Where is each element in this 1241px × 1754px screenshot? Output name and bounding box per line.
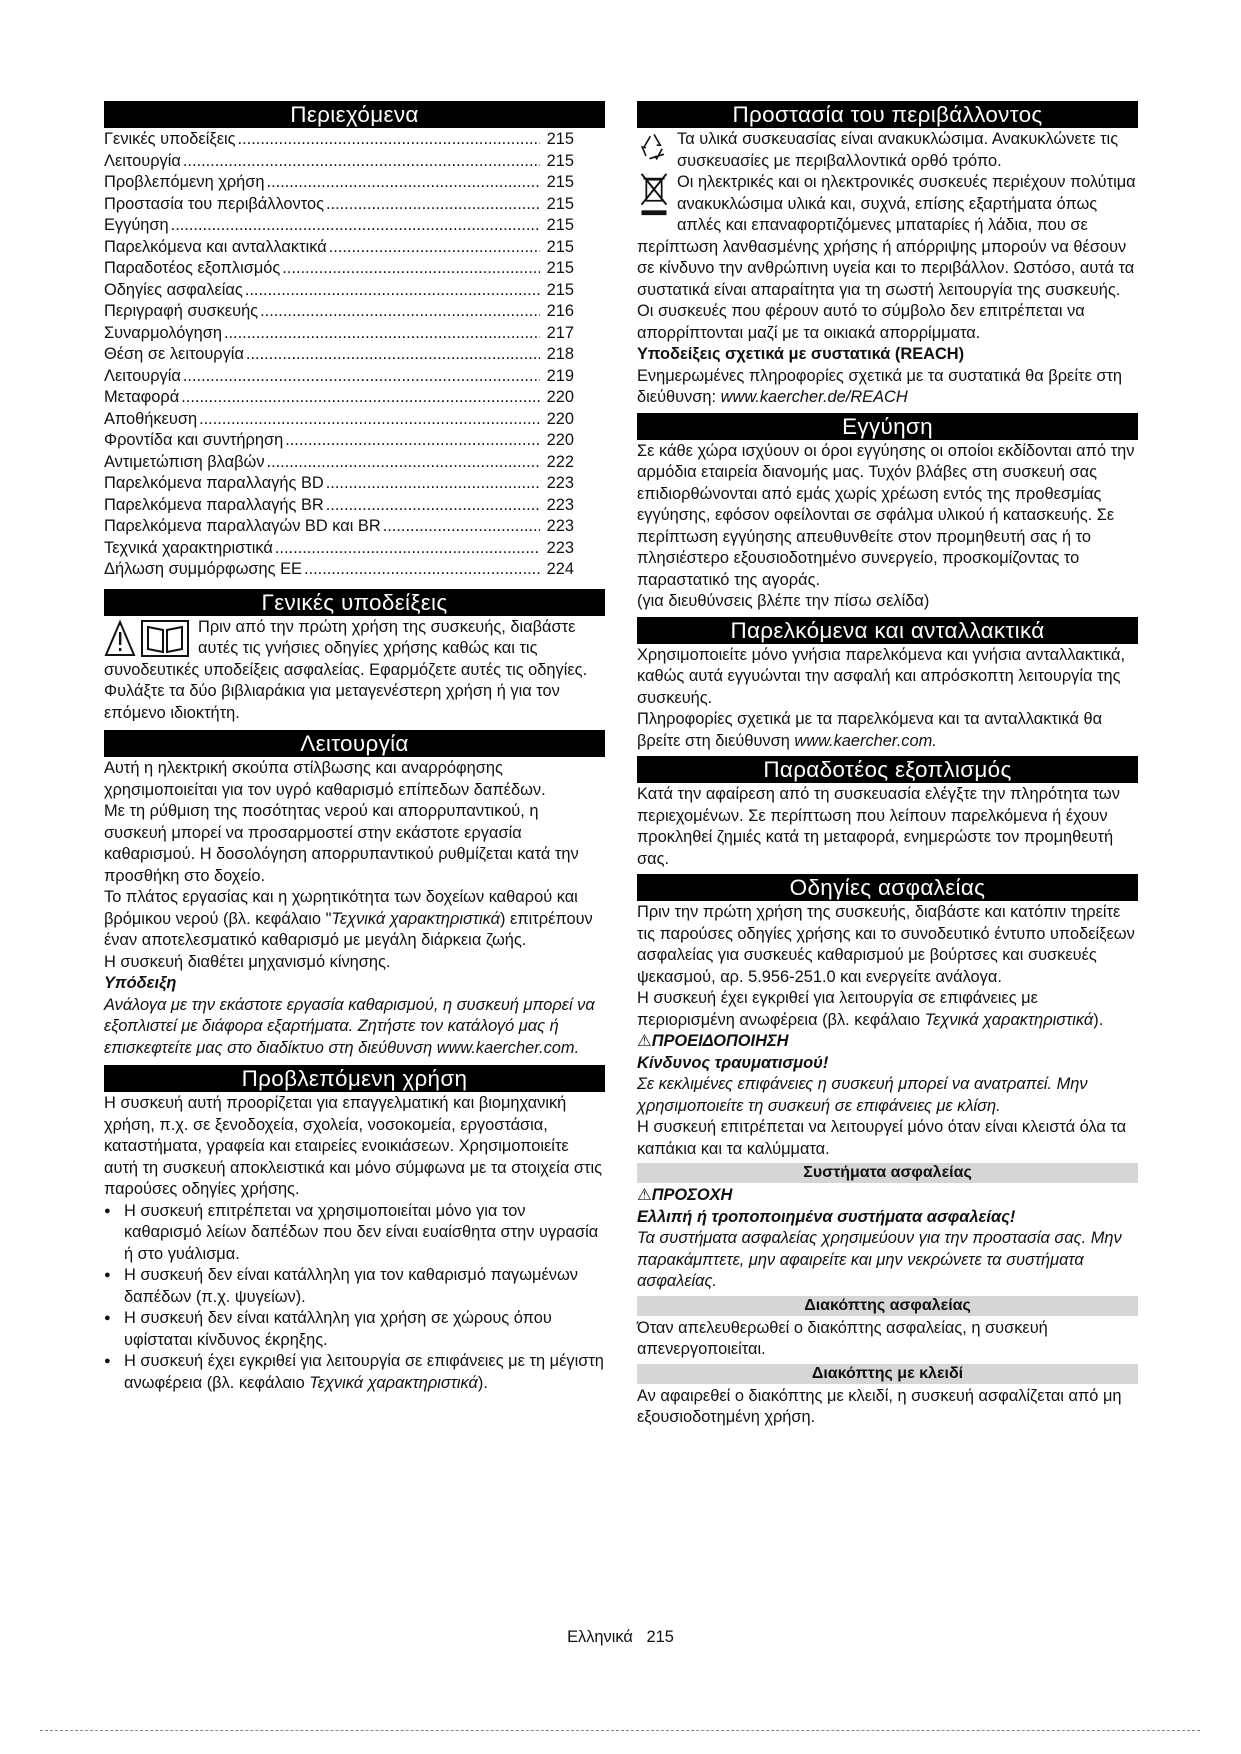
toc-item[interactable] bbox=[104, 430, 574, 452]
safety-systems-heading: Συστήματα ασφαλείας bbox=[637, 1163, 1138, 1183]
toc-item-page: 216 bbox=[546, 302, 574, 320]
scope-text: Κατά την αφαίρεση από τη συσκευασία ελέγξτε την πληρότητα των περιεχομένων. Σε περίπτωση που λείπουν παρελκόμενα ή έχουν προκληθεί ζημιές κατά τη μεταφορά, ενημερώστε τον προμηθευτή σας. bbox=[637, 785, 1120, 868]
warranty-text-2: (για διευθύνσεις βλέπε την πίσω σελίδα) bbox=[637, 592, 930, 610]
toc-leader bbox=[285, 430, 540, 452]
accessories-heading: Παρελκόμενα και ανταλλακτικά bbox=[637, 617, 1138, 644]
toc-leader bbox=[183, 366, 540, 388]
kaercher-link[interactable]: www.kaercher.com. bbox=[794, 731, 937, 750]
toc-item[interactable] bbox=[104, 194, 574, 216]
left-column bbox=[104, 101, 605, 1394]
toc-item-title: Τεχνικά χαρακτηριστικά bbox=[104, 538, 273, 557]
warranty-text-1: Σε κάθε χώρα ισχύουν οι όροι εγγύησης οι οποίοι εκδίδονται από την αρμόδια εταιρεία διανομής μας. Τυχόν βλάβες στη συσκευή σας επιδιορθώνονται από εμάς χωρίς χρέωση εντός της προθεσμίας εγγύησης, εφόσον οφείλονται σε σφάλμα υλικού ή κατασκευής. Σε περίπτωση εγγύησης απευθυνθείτε στον προμηθευτή σας ή το πλησιέστερο εξουσιοδοτημένο συνεργείο, προσκομίζοντας το παραστατικό της αγοράς. bbox=[637, 441, 1135, 589]
toc-item[interactable] bbox=[104, 129, 574, 151]
toc-leader bbox=[304, 559, 540, 581]
toc-item[interactable] bbox=[104, 323, 574, 345]
key-switch-heading: Διακόπτης με κλειδί bbox=[637, 1364, 1138, 1384]
toc-leader bbox=[282, 258, 540, 280]
accessories-text-2: Πληροφορίες σχετικά με τα παρελκόμενα και τα ανταλλακτικά θα βρείτε στη διεύθυνση www.kaercher.com. bbox=[637, 710, 1103, 750]
general-text-2: Φυλάξτε τα δύο βιβλιαράκια για μεταγενέστερη χρήση ή για τον επόμενο ιδιοκτήτη. bbox=[104, 682, 560, 722]
table-of-contents bbox=[104, 129, 574, 581]
toc-item-title: Λειτουργία bbox=[104, 151, 181, 170]
function-heading: Λειτουργία bbox=[104, 730, 605, 757]
toc-item-page: 220 bbox=[546, 409, 574, 428]
toc-item-title: Δήλωση συμμόρφωσης ΕΕ bbox=[104, 560, 302, 578]
toc-item-page: 215 bbox=[546, 280, 574, 299]
general-heading: Γενικές υποδείξεις bbox=[104, 589, 605, 616]
toc-leader bbox=[245, 280, 540, 302]
toc-item[interactable] bbox=[104, 495, 574, 517]
safety-text-1: Πριν την πρώτη χρήση της συσκευής, διαβάστε και κατόπιν τηρείτε τις παρούσες οδηγίες χρήσης και το συνοδευτικό έντυπο υποδείξεων ασφαλείας για συσκευές καθαρισμού με βούρτσες και συσκευές ψεκασμού, αρ. 5.956-251.0 και ενεργείτε ανάλογα. bbox=[637, 903, 1135, 986]
scope-heading: Παραδοτέος εξοπλισμός bbox=[637, 756, 1138, 783]
function-text-4: Η συσκευή διαθέτει μηχανισμό κίνησης. bbox=[104, 952, 391, 971]
toc-item[interactable] bbox=[104, 387, 574, 409]
toc-item-page: 219 bbox=[546, 366, 574, 385]
toc-item[interactable] bbox=[104, 237, 574, 259]
toc-item-title: Αντιμετώπιση βλαβών bbox=[104, 452, 265, 471]
warning-title: Κίνδυνος τραυματισμού! bbox=[637, 1053, 829, 1072]
reach-title: Υποδείξεις σχετικά με συστατικά (REACH) bbox=[637, 345, 965, 363]
reach-link[interactable]: www.kaercher.de/REACH bbox=[720, 388, 908, 406]
recycling-icon bbox=[637, 129, 671, 165]
toc-leader bbox=[326, 473, 540, 495]
warranty-heading: Εγγύηση bbox=[637, 413, 1138, 440]
toc-item[interactable] bbox=[104, 538, 574, 560]
list-item: ● Η συσκευή δεν είναι κατάλληλη για χρήση σε χώρους όπου υφίσταται κίνδυνος έκρηξης. bbox=[104, 1308, 605, 1351]
warning-label: ⚠ΠΡΟΕΙΔΟΠΟΙΗΣΗ bbox=[637, 1032, 789, 1050]
toc-item-title: Μεταφορά bbox=[104, 388, 180, 406]
safety-text-3: Η συσκευή επιτρέπεται να λειτουργεί μόνο όταν είναι κλειστά όλα τα καπάκια και τα καλύμματα. bbox=[637, 1118, 1127, 1158]
tech-data-ref: Τεχνικά χαρακτηριστικά bbox=[331, 909, 501, 928]
environment-text-2: Οι ηλεκτρικές και οι ηλεκτρονικές συσκευές περιέχουν πολύτιμα ανακυκλώσιμα υλικά και, συχνά, επίσης εξαρτήματα όπως απλές και επαναφορτιζόμενες μπαταρίες ή λάδια, που σε περίπτωση λανθασμένης χρήσης ή απόρριψης μπορούν να θέσουν σε κίνδυνο την ανθρώπινη υγεία και το περιβάλλον. Ωστόσο, αυτά τα συστατικά είναι απαραίτητα για τη σωστή λειτουργία της συσκευής. Οι συσκευές που φέρουν αυτό το σύμβολο δεν επιτρέπεται να απορρίπτονται μαζί με τα οικιακά απορρίμματα. bbox=[637, 173, 1136, 342]
function-text-3: Το πλάτος εργασίας και η χωρητικότητα των δοχείων καθαρού και βρόμικου νερού (βλ. κεφάλαιο "Τεχνικά χαρακτηριστικά) επιτρέπουν έναν αποτελεσματικό καθαρισμό με μεγάλη διάρκεια ζωής. bbox=[104, 888, 593, 949]
toc-item-title: Συναρμολόγηση bbox=[104, 323, 222, 342]
toc-leader bbox=[267, 172, 540, 194]
caution-title: Ελλιπή ή τροποποιημένα συστήματα ασφαλείας! bbox=[637, 1207, 1016, 1226]
toc-heading: Περιεχόμενα bbox=[104, 101, 605, 128]
toc-item-page: 218 bbox=[546, 345, 574, 363]
toc-item-title: Παραδοτέος εξοπλισμός bbox=[104, 259, 281, 277]
function-text-2: Με τη ρύθμιση της ποσότητας νερού και απορρυπαντικού, η συσκευή μπορεί να προσαρμοστεί στην εκάστοτε εργασία καθαρισμού. Η δοσολόγηση απορρυπαντικού ρυθμίζεται κατά την προσθήκη στο δοχείο. bbox=[104, 802, 579, 885]
toc-item-page: 215 bbox=[546, 151, 574, 170]
caution-label: ⚠ΠΡΟΣΟΧΗ bbox=[637, 1186, 733, 1204]
footer-language: Ελληνικά bbox=[567, 1628, 633, 1646]
toc-item[interactable] bbox=[104, 280, 574, 302]
toc-item-title: Περιγραφή συσκευής bbox=[104, 302, 259, 320]
toc-item[interactable] bbox=[104, 366, 574, 388]
toc-item-title: Παρελκόμενα παραλλαγής BD bbox=[104, 474, 324, 492]
warning-manual-icon bbox=[104, 619, 192, 659]
toc-item-page: 223 bbox=[546, 538, 574, 557]
warning-text: Σε κεκλιμένες επιφάνειες η συσκευή μπορεί να ανατραπεί. Μην χρησιμοποιείτε τη συσκευή σε επιφάνειες με κλίση. bbox=[637, 1075, 1088, 1115]
page-number: 215 bbox=[646, 1628, 674, 1646]
crossed-bin-icon bbox=[637, 172, 671, 218]
safety-switch-heading: Διακόπτης ασφαλείας bbox=[637, 1296, 1138, 1316]
toc-item[interactable] bbox=[104, 301, 574, 323]
toc-item[interactable] bbox=[104, 172, 574, 194]
environment-heading: Προστασία του περιβάλλοντος bbox=[637, 101, 1138, 128]
toc-item[interactable] bbox=[104, 452, 574, 474]
toc-item-title: Φροντίδα και συντήρηση bbox=[104, 431, 284, 449]
toc-item-title: Λειτουργία bbox=[104, 366, 181, 385]
toc-leader bbox=[199, 409, 540, 431]
toc-leader bbox=[224, 323, 540, 345]
list-item: ● Η συσκευή επιτρέπεται να χρησιμοποιείται μόνο για τον καθαρισμό λείων δαπέδων που δεν είναι ευαίσθητα στην υγρασία ή στο γυάλισμα. bbox=[104, 1201, 605, 1266]
safety-heading: Οδηγίες ασφαλείας bbox=[637, 874, 1138, 901]
toc-item[interactable] bbox=[104, 559, 574, 581]
toc-item-page: 215 bbox=[546, 194, 574, 213]
toc-item-page: 215 bbox=[546, 216, 574, 234]
toc-item-title: Οδηγίες ασφαλείας bbox=[104, 280, 243, 299]
toc-item-title: Προστασία του περιβάλλοντος bbox=[104, 194, 324, 213]
toc-item[interactable] bbox=[104, 516, 574, 538]
list-item: ● Η συσκευή δεν είναι κατάλληλη για τον καθαρισμό παγωμένων δαπέδων (π.χ. ψυγείων). bbox=[104, 1265, 605, 1308]
toc-leader bbox=[171, 215, 540, 237]
note-title: Υπόδειξη bbox=[104, 974, 177, 992]
right-column bbox=[637, 101, 1138, 1429]
toc-item-title: Γενικές υποδείξεις bbox=[104, 130, 236, 148]
toc-item-page: 217 bbox=[546, 323, 574, 342]
toc-leader bbox=[383, 516, 540, 538]
accessories-text-1: Χρησιμοποιείτε μόνο γνήσια παρελκόμενα και γνήσια ανταλλακτικά, καθώς αυτά εγγυώνται την ασφαλή και απρόσκοπτη λειτουργία της συσκευής. bbox=[637, 645, 1126, 707]
toc-leader bbox=[181, 387, 540, 409]
function-text-1: Αυτή η ηλεκτρική σκούπα στίλβωσης και αναρρόφησης χρησιμοποιείται για τον υγρό καθαρισμό επίπεδων δαπέδων. bbox=[104, 759, 546, 799]
toc-item-page: 224 bbox=[546, 560, 574, 578]
toc-item-title: Παρελκόμενα και ανταλλακτικά bbox=[104, 237, 327, 256]
toc-item[interactable] bbox=[104, 258, 574, 280]
toc-item-page: 220 bbox=[546, 431, 574, 449]
toc-item-title: Παρελκόμενα παραλλαγής BR bbox=[104, 495, 324, 514]
toc-item-title: Παρελκόμενα παραλλαγών BD και BR bbox=[104, 517, 381, 535]
intended-use-heading: Προβλεπόμενη χρήση bbox=[104, 1065, 605, 1092]
toc-item-page: 215 bbox=[546, 130, 574, 148]
toc-leader bbox=[238, 129, 540, 151]
toc-item-page: 215 bbox=[546, 173, 574, 191]
toc-leader bbox=[326, 495, 540, 517]
note-text: Ανάλογα με την εκάστοτε εργασία καθαρισμού, η συσκευή μπορεί να εξοπλιστεί με διάφορα εξαρτήματα. Ζητήστε τον κατάλογό μας ή επισκεφτείτε μας στο διαδίκτυο στη διεύθυνση www.kaercher.com. bbox=[104, 995, 595, 1057]
toc-item-page: 223 bbox=[546, 517, 574, 535]
toc-item-page: 215 bbox=[546, 259, 574, 277]
toc-leader bbox=[275, 538, 540, 560]
toc-item-page: 220 bbox=[546, 388, 574, 406]
caution-text: Τα συστήματα ασφαλείας χρησιμεύουν για την προστασία σας. Μην παρακάμπτετε, μην αφαιρείτε και μην νεκρώνετε τα συστήματα ασφαλείας. bbox=[637, 1229, 1122, 1290]
toc-leader bbox=[246, 344, 540, 366]
toc-leader bbox=[183, 151, 540, 173]
intended-use-list bbox=[104, 1201, 605, 1352]
environment-block bbox=[637, 129, 1138, 344]
intended-use-list-last bbox=[104, 1351, 605, 1394]
toc-item-title: Αποθήκευση bbox=[104, 409, 198, 428]
toc-item[interactable] bbox=[104, 344, 574, 366]
caution-triangle-icon: ⚠ bbox=[637, 1186, 652, 1204]
warning-triangle-icon: ⚠ bbox=[637, 1032, 652, 1050]
toc-leader bbox=[267, 452, 540, 474]
safety-switch-text: Όταν απελευθερωθεί ο διακόπτης ασφαλείας, η συσκευή απενεργοποιείται. bbox=[637, 1318, 1048, 1358]
toc-item[interactable] bbox=[104, 151, 574, 173]
toc-item-title: Προβλεπόμενη χρήση bbox=[104, 173, 265, 191]
safety-text-2: Η συσκευή έχει εγκριθεί για λειτουργία σε επιφάνειες με περιορισμένη ανωφέρεια (βλ. κεφάλαιο Τεχνικά χαρακτηριστικά). bbox=[637, 989, 1104, 1029]
toc-item-title: Θέση σε λειτουργία bbox=[104, 345, 244, 363]
toc-item-page: 223 bbox=[546, 495, 574, 514]
general-block bbox=[104, 617, 605, 682]
bottom-divider bbox=[40, 1730, 1200, 1731]
toc-item[interactable] bbox=[104, 473, 574, 495]
toc-item-page: 223 bbox=[546, 474, 574, 492]
toc-item[interactable] bbox=[104, 409, 574, 431]
toc-item[interactable] bbox=[104, 215, 574, 237]
list-item: ● Η συσκευή έχει εγκριθεί για λειτουργία σε επιφάνειες με τη μέγιστη ανωφέρεια (βλ. κεφάλαιο Τεχνικά χαρακτηριστικά). bbox=[104, 1351, 605, 1394]
toc-leader bbox=[329, 237, 540, 259]
intended-use-text: Η συσκευή αυτή προορίζεται για επαγγελματική και βιομηχανική χρήση, π.χ. σε ξενοδοχεία, σχολεία, νοσοκομεία, εργοστάσια, καταστήματα, γραφεία και εταιρείες ενοικιάσεων. Χρησιμοποιείτε αυτή τη συσκευή αποκλειστικά και μόνο σύμφωνα με τα στοιχεία στις παρούσες οδηγίες χρήσης. bbox=[104, 1094, 602, 1198]
toc-leader bbox=[260, 301, 540, 323]
toc-leader bbox=[326, 194, 540, 216]
key-switch-text: Αν αφαιρεθεί ο διακόπτης με κλειδί, η συσκευή ασφαλίζεται από μη εξουσιοδοτημένη χρήση. bbox=[637, 1386, 1122, 1426]
toc-item-page: 215 bbox=[546, 237, 574, 256]
toc-item-page: 222 bbox=[546, 452, 574, 471]
general-text-1: Πριν από την πρώτη χρήση της συσκευής, διαβάστε αυτές τις γνήσιες οδηγίες χρήσης καθώς και τις συνοδευτικές υποδείξεις ασφαλείας. Εφαρμόζετε αυτές τις οδηγίες. bbox=[104, 617, 588, 679]
toc-item-title: Εγγύηση bbox=[104, 216, 169, 234]
reach-text: Ενημερωμένες πληροφορίες σχετικά με τα συστατικά θα βρείτε στη διεύθυνση: www.kaercher.de/REACH bbox=[637, 366, 1123, 406]
environment-text-1: Τα υλικά συσκευασίας είναι ανακυκλώσιμα. Ανακυκλώνετε τις συσκευασίες με περιβαλλοντικά ορθό τρόπο. bbox=[677, 130, 1119, 170]
page-footer bbox=[0, 1628, 1241, 1647]
